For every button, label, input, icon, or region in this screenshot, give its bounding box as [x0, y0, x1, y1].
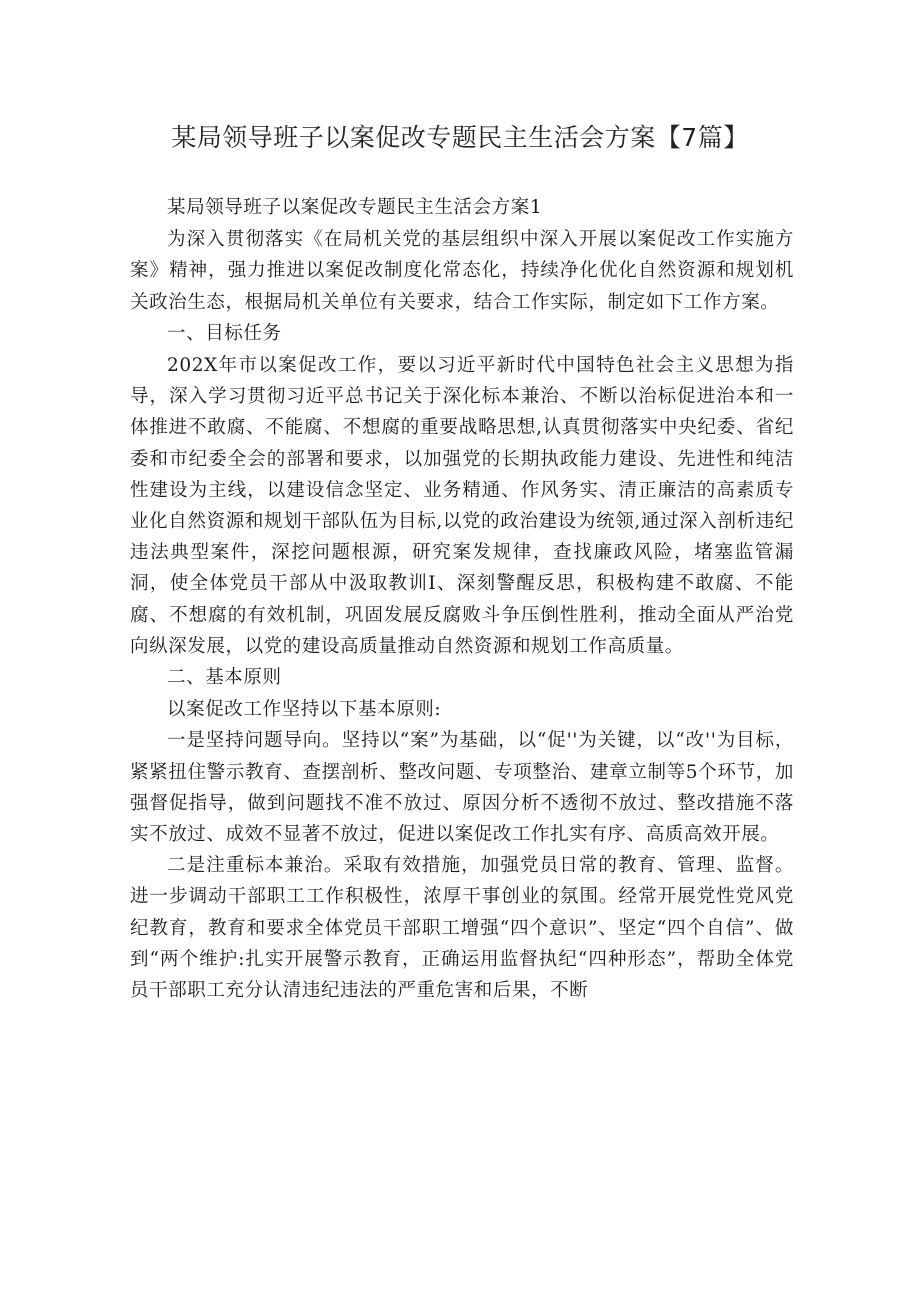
paragraph: 为深入贯彻落实《在局机关党的基层组织中深入开展以案促改工作实施方案》精神，强力推进以案促改制度化常态化，持续净化优化自然资源和规划机关政治生态，根据局机关单位有关要求，结合工作实际，制定如下工作方案。 [130, 229, 794, 313]
paragraph: 202X年市以案促改工作，要以习近平新时代中国特色社会主义思想为指导，深入学习贯彻习近平总书记关于深化标本兼治、不断以治标促进治本和一体推进不敢腐、不能腐、不想腐的重要战略思想,认真贯彻落实中央纪委、省纪委和市纪委全会的部署和要求，以加强党的长期执政能力建设、先进性和纯洁性建设为主线，以建设信念坚定、业务精通、作风务实、清正廉洁的高素质专业化自然资源和规划干部队伍为目标,以党的政治建设为统领,通过深入剖析违纪违法典型案件，深挖问题根源，研究案发规律，查找廉政风险，堵塞监管漏洞，使全体党员干部从中汲取教训Ⅰ、深刻警醒反思，积极构建不敢腐、不能腐、不想腐的有效机制，巩固发展反腐败斗争压倒性胜利，推动全面从严治党向纵深发展，以党的建设高质量推动自然资源和规划工作高质量。 [130, 355, 794, 657]
document-body [130, 192, 794, 1006]
section-heading: 某局领导班子以案促改专题民主生活会方案1 [167, 197, 543, 218]
document-title: 某局领导班子以案促改专题民主生活会方案【7篇】 [171, 123, 749, 152]
paragraph: 以案促改工作坚持以下基本原则: [167, 699, 442, 721]
section-heading: 二、基本原则 [167, 667, 282, 689]
paragraph: 一是坚持问题导向。坚持以“案”为基础，以“促''为关键，以“改''为目标，紧紧扭住警示教育、查摆剖析、整改问题、专项整治、建章立制等5个环节，加强督促指导，做到问题找不准不放过、原因分析不透彻不放过、整改措施不落实不放过、成效不显著不放过，促进以案促改工作扎实有序、高质高效开展。 [130, 730, 794, 846]
section-heading: 一、目标任务 [167, 322, 282, 344]
paragraph: 二是注重标本兼治。采取有效措施，加强党员日常的教育、管理、监督。进一步调动干部职工工作积极性，浓厚干事创业的氛围。经常开展党性党风党纪教育，教育和要求全体党员干部职工增强“四个意识”、坚定“四个自信”、做到“两个维护:扎实开展警示教育，正确运用监督执纪“四种形态”，帮助全体党员干部职工充分认清违纪违法的严重危害和后果，不断 [130, 855, 794, 1002]
